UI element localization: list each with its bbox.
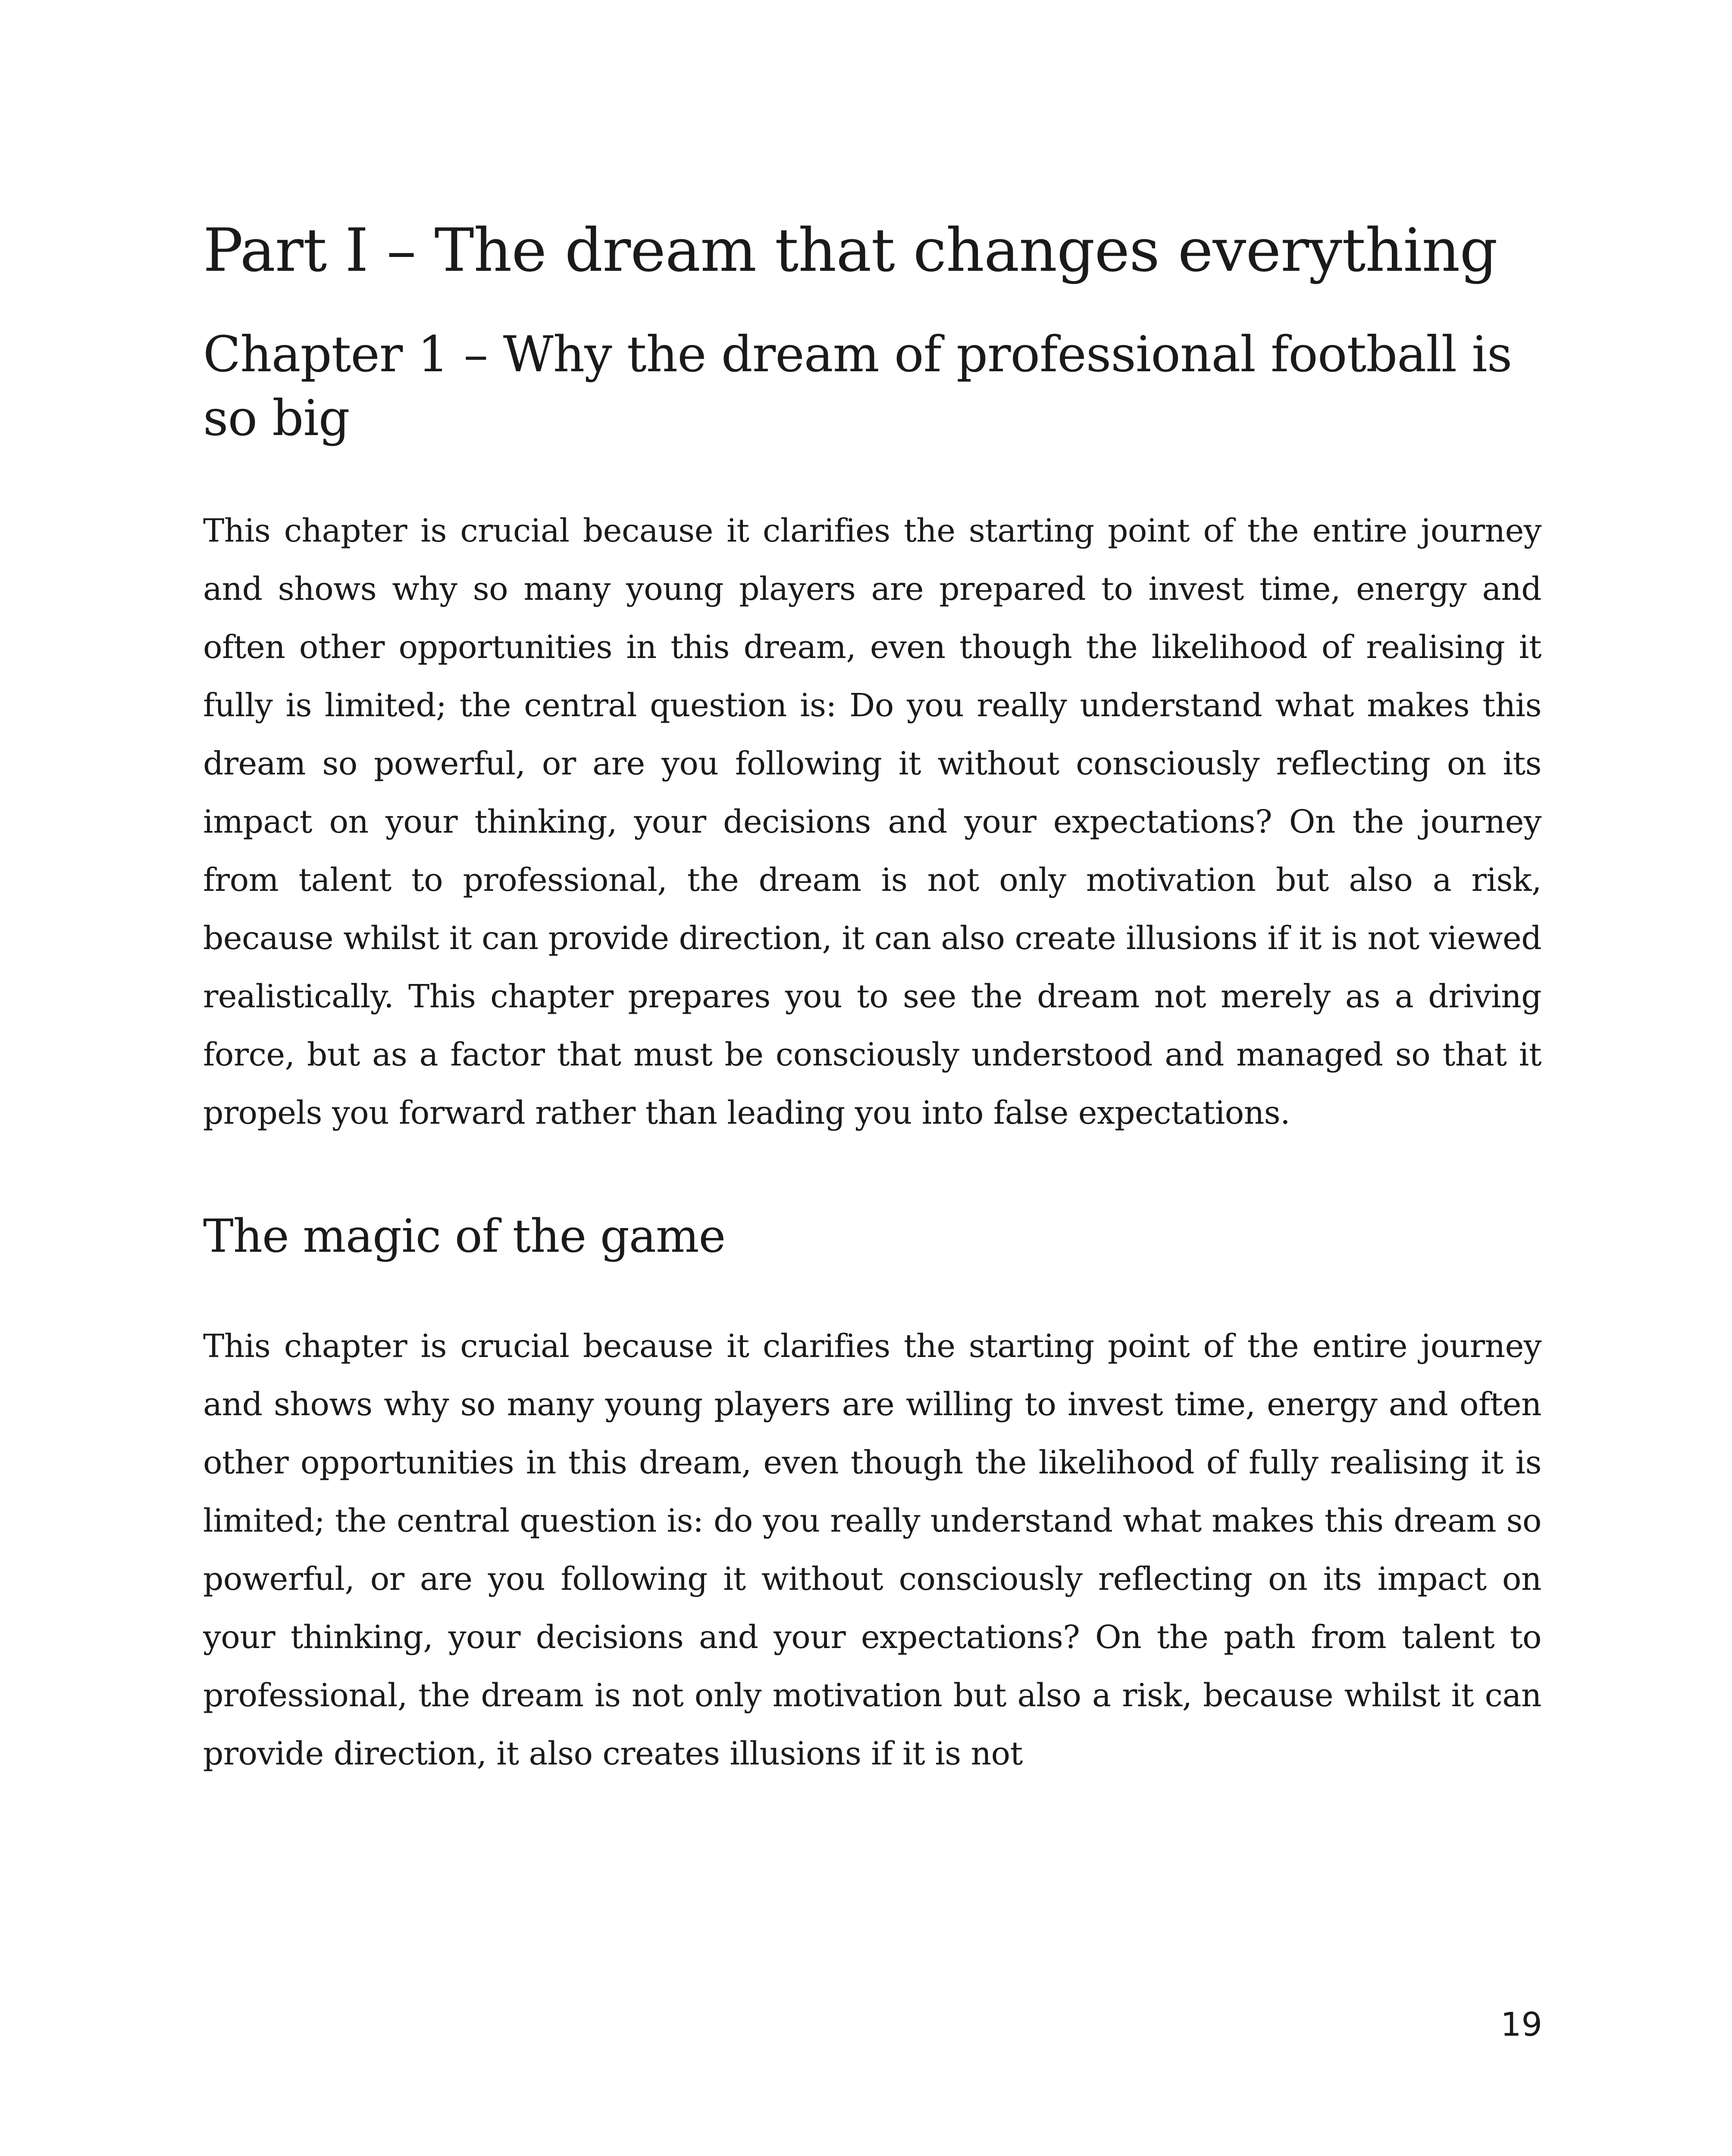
page-content xyxy=(203,211,1541,1783)
section-paragraph: This chapter is crucial because it clarifies the starting point of the entire journey and shows why so many young players are willing to invest time, energy and often other opportunities in this dream, even though the likelihood of fully realising it is limited; the central question is: do you really understand what makes this dream so powerful, or are you following it without consciously reflecting on its impact on your thinking, your decisions and your expectations? On the path from talent to professional, the dream is not only motivation but also a risk, because whilst it can provide direction, it also creates illusions if it is not xyxy=(203,1328,1541,1772)
chapter-title: Chapter 1 – Why the dream of professional football is so big xyxy=(203,326,1512,447)
section-title: The magic of the game xyxy=(203,1210,726,1263)
page-number: 19 xyxy=(1500,2005,1542,2043)
part-title: Part I – The dream that changes everything xyxy=(203,216,1497,285)
chapter-intro-paragraph: This chapter is crucial because it clarifies the starting point of the entire journey and shows why so many young players are prepared to invest time, energy and often other opportunities in this dream, even though the likelihood of realising it fully is limited; the central question is: Do you really understand what makes this dream so powerful, or are you following it without consciously reflecting on its impact on your thinking, your decisions and your expectations? On the journey from talent to professional, the dream is not only motivation but also a risk, because whilst it can provide direction, it can also create illusions if it is not viewed realistically. This chapter prepares you to see the dream not merely as a driving force, but as a factor that must be consciously understood and managed so that it propels you forward rather than leading you into false expectations. xyxy=(203,512,1541,1131)
